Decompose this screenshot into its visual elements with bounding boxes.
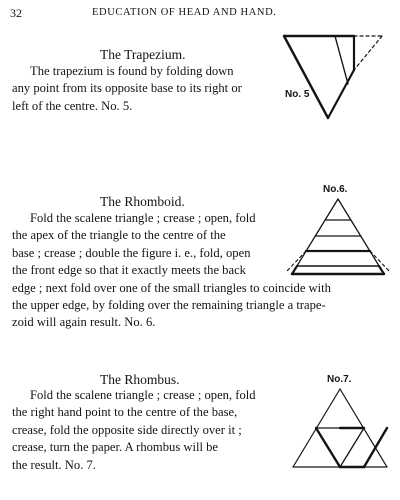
rhombus-paragraph: [12, 387, 256, 474]
figure-line: [316, 428, 340, 467]
text-line: the right hand point to the centre of the base,: [12, 405, 238, 420]
section-title-trapezium: The Trapezium.: [100, 47, 186, 62]
figure-label-no5: No. 5: [285, 89, 310, 100]
text-line: Fold the scalene triangle ; crease ; open, fold: [30, 388, 256, 402]
rhombus-figure: [290, 387, 390, 471]
figure-line: [284, 36, 328, 118]
text-line: crease, fold the opposite side directly over it ;: [12, 422, 242, 437]
figure-line: [340, 428, 364, 467]
section-title-rhomboid: The Rhomboid.: [100, 194, 185, 209]
text-line: the front edge so that it exactly meets the back: [12, 263, 246, 278]
figure-line: [335, 36, 348, 84]
text-line: crease, turn the paper. A rhombus will be: [12, 440, 218, 455]
text-line: Fold the scalene triangle ; crease ; open, fold: [30, 211, 256, 225]
text-line: The trapezium is found by folding down: [30, 64, 234, 78]
figure-line: [379, 266, 384, 274]
section-title-rhombus: The Rhombus.: [100, 372, 180, 387]
text-line: the upper edge, by folding over the remaining triangle a trape-: [12, 298, 326, 313]
text-line: the apex of the triangle to the centre of the: [12, 228, 226, 243]
rhomboid-figure: [286, 196, 390, 280]
trapezium-figure: [278, 28, 388, 128]
trapezium-paragraph: [12, 63, 242, 115]
figure-line: [328, 70, 354, 118]
text-line: zoid will again result. No. 6.: [12, 315, 156, 330]
text-line: any point from its opposite base to its right or: [12, 81, 242, 96]
text-line: base ; crease ; double the figure i. e., fold, open: [12, 245, 251, 260]
running-head: EDUCATION OF HEAD AND HAND.: [92, 7, 277, 18]
page-number: 32: [10, 6, 22, 20]
figure-line: [292, 266, 297, 274]
figure-label-no7: No.7.: [327, 374, 352, 385]
text-line: edge ; next fold over one of the small triangles to coincide with: [12, 280, 331, 295]
figure-line: [354, 36, 382, 70]
figure-label-no6: No.6.: [323, 184, 348, 195]
rhomboid-paragraph: [12, 210, 331, 332]
text-line: left of the centre. No. 5.: [12, 98, 133, 113]
text-line: the result. No. 7.: [12, 457, 96, 472]
